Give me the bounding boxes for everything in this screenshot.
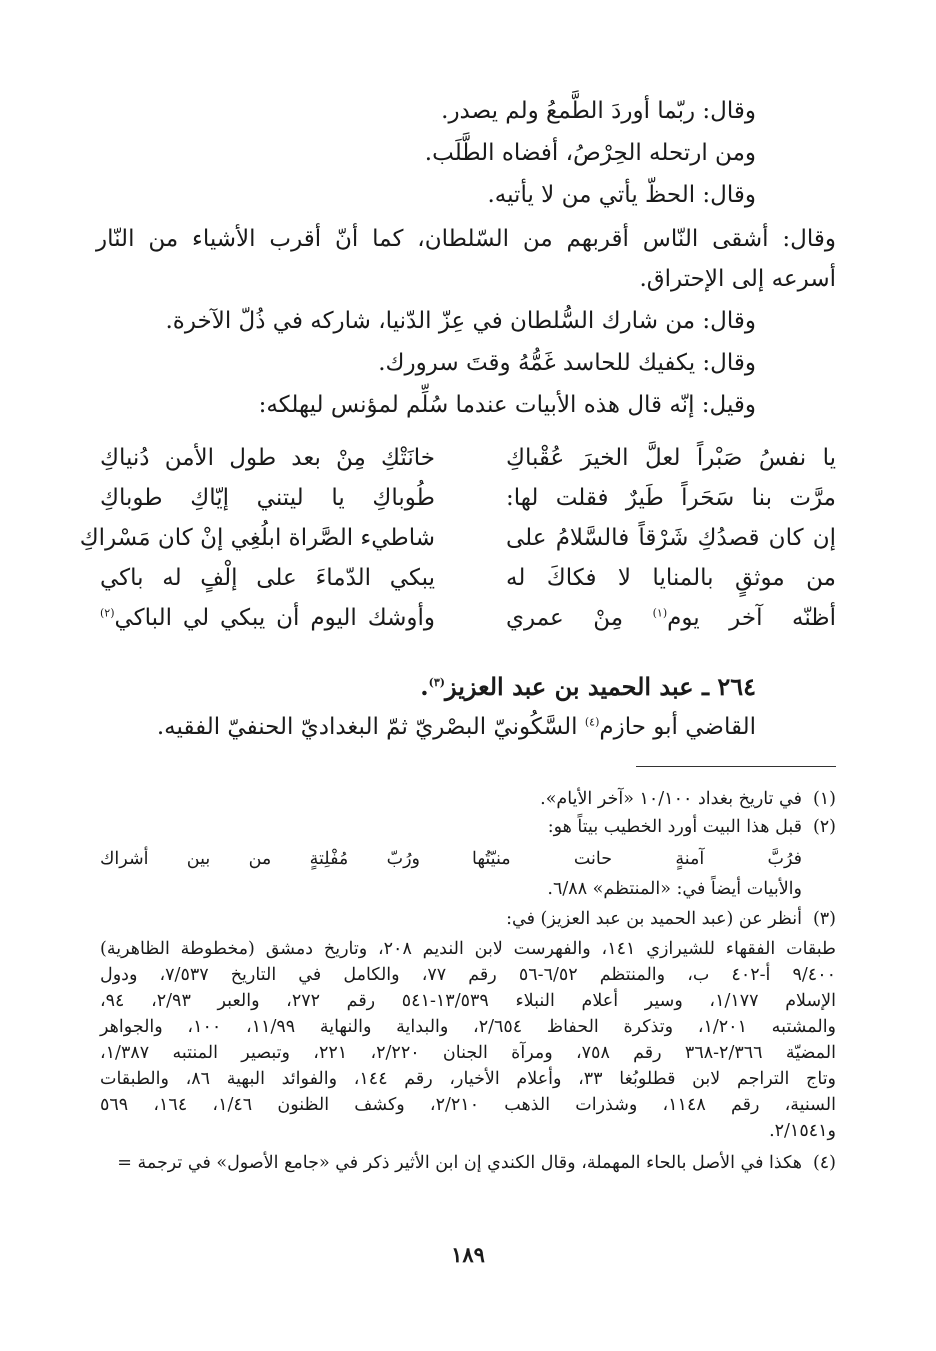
footnote-3-line-7: السنية، رقم ١١٤٨، وشذرات الذهب ٢/٢١٠، وكشف الظنون ١/٤٦، ١٦٤، ٥٦٩ (100, 1095, 836, 1115)
poem-verse-5-first: أظنّه آخر يوم$^{(١)}$ مِنْ عمري (506, 605, 836, 631)
footnote-ref-2: (٢) (100, 606, 115, 620)
entry-description: القاضي أبو حازم$^{(٤)}$ السَّكُونيّ البصْريّ ثمّ البغداديّ الحنفيّ الفقيه. (156, 714, 756, 740)
footnote-2: (٢)قبل هذا البيت أورد الخطيب بيتاً هو: (548, 814, 836, 841)
poem-verse-1-second: خانَتْكِ مِنْ بعد طول الأمن دُنياكِ (100, 445, 435, 471)
poem-first-hemistichs (506, 438, 836, 638)
footnote-3: (٣)أنظر عن (عبد الحميد بن عبد العزيز) في: (506, 906, 836, 933)
footnote-divider (636, 766, 836, 767)
footnote-3-line-6: وتاج التراجم لابن قطلوبُغا ٣٣، وأعلام الأخيار، رقم ١٤٤، والفوائد البهية ٨٦، والطبقات (100, 1069, 837, 1089)
footnote-3-line-8: و٢/١٥٤١. (769, 1121, 836, 1141)
footnote-1: (١)في تاريخ بغداد ١٠/١٠٠ «آخر الأيام». (540, 786, 836, 813)
entry-heading: ٢٦٤ ـ عبد الحميد بن عبد العزيز$^{(٣)}$. (420, 672, 756, 701)
poem-verse-1-first: يا نفسُ صَبْراً لعلَّ الخيرَ عُقْباكِ (506, 445, 836, 471)
body-line-8: وقيل: إنّه قال هذه الأبيات عندما سُلِّم لمؤنس ليهلكه: (258, 392, 756, 418)
footnote-3-line-5: المضيّة ٢/٣٦٦-٣٦٨ رقم ٧٥٨، ومرآة الجنان ٢/٢٢٠، ٢٢١، وتبصير المنتبه ١/٣٨٧، (100, 1043, 836, 1063)
footnote-number: (٤) (812, 1153, 836, 1173)
poem-verse-4-second: يبكي الدّماءَ على إلْفٍ له باكي (100, 565, 435, 591)
body-line-1: وقال: ربّما أوردَ الطَّمعُ ولم يصدر. (441, 98, 756, 124)
footnote-ref-1: (١) (652, 606, 668, 620)
footnote-2-continuation: والأبيات أيضاً في: «المنتظم» ٦/٨٨. (547, 879, 802, 899)
footnote-2-verse-first: فرُبَّ آمنةٍ حانت منيّتُها (472, 849, 802, 869)
body-line-5: أسرعه إلى الإحتراق. (639, 266, 836, 292)
footnote-number: (٢) (812, 817, 836, 837)
footnote-3-line-1: طبقات الفقهاء للشيرازي ١٤١، والفهرست لابن النديم ٢٠٨، وتاريخ دمشق (مخطوطة الظاهرية) (100, 939, 836, 959)
footnote-ref-4: (٤) (584, 715, 600, 729)
poem-verse-2-second: طُوباكِ يا ليتني إيّاكِ طوباكِ (100, 485, 435, 511)
poem-verse-3-first: إن كان قصدُكِ شَرْقاً فالسَّلامُ على (506, 525, 836, 551)
poem-second-hemistichs (79, 438, 435, 638)
footnote-4: (٤)هكذا في الأصل بالحاء المهملة، وقال الكندي إن ابن الأثير ذكر في «جامع الأصول» في ترجمة = (117, 1150, 836, 1177)
body-line-7: وقال: يكفيك للحاسد غَمُّهُ وقتَ سرورك. (378, 350, 756, 376)
footnote-2-verse-second: ورُبّ مُفْلِتةٍ من بين أشراك (100, 849, 420, 869)
poem-verse-5-second: وأوشك اليوم أن يبكي لي الباكي$^{(٢)}$ (100, 605, 435, 631)
footnote-3-line-3: الإسلام ١/١٧٧، وسير أعلام النبلاء ١٣/٥٣٩-٥٤١ رقم ٢٧٢، والعبر ٢/٩٣، ٩٤، (100, 991, 836, 1011)
footnote-3-line-2: ٩/٤٠٠ أ-٤٠٢ ب، والمنتظم ٦/٥٢-٥٦ رقم ٧٧، والكامل في التاريخ ٧/٥٣٧، ودول (100, 965, 836, 985)
footnote-ref-3: (٣) (428, 676, 445, 689)
footnote-3-line-4: والمشتبه ١/٢٠١، وتذكرة الحفاظ ٢/٦٥٤، والبداية والنهاية ١١/٩٩، ١٠٠، والجواهر (100, 1017, 837, 1037)
poem-verse-2-first: مرَّت بنا سَحَراً طَيرٌ فقلت لها: (506, 485, 836, 511)
body-line-2: ومن ارتحله الحِرْصُ، أفضاه الطَّلَب. (424, 140, 756, 166)
poem-verse-4-first: من موثقٍ بالمنايا لا فكاكَ له (506, 565, 836, 591)
poem-verse-3-second: شاطيء الصَّراة ابلُغِي إنْ كان مَسْراكِ (79, 525, 435, 551)
footnote-number: (١) (812, 789, 836, 809)
body-line-6: وقال: من شارك السُّلطان في عِزّ الدّنيا، شاركه في ذُلّ الآخرة. (165, 308, 756, 334)
page-number: ١٨٩ (451, 1242, 485, 1267)
body-line-4: وقال: أشقى النّاس أقربهم من السّلطان، كما أنّ أقرب الأشياء من النّار (96, 226, 836, 252)
body-line-3: وقال: الحظّ يأتي من لا يأتيه. (487, 182, 756, 208)
footnote-number: (٣) (812, 909, 836, 929)
